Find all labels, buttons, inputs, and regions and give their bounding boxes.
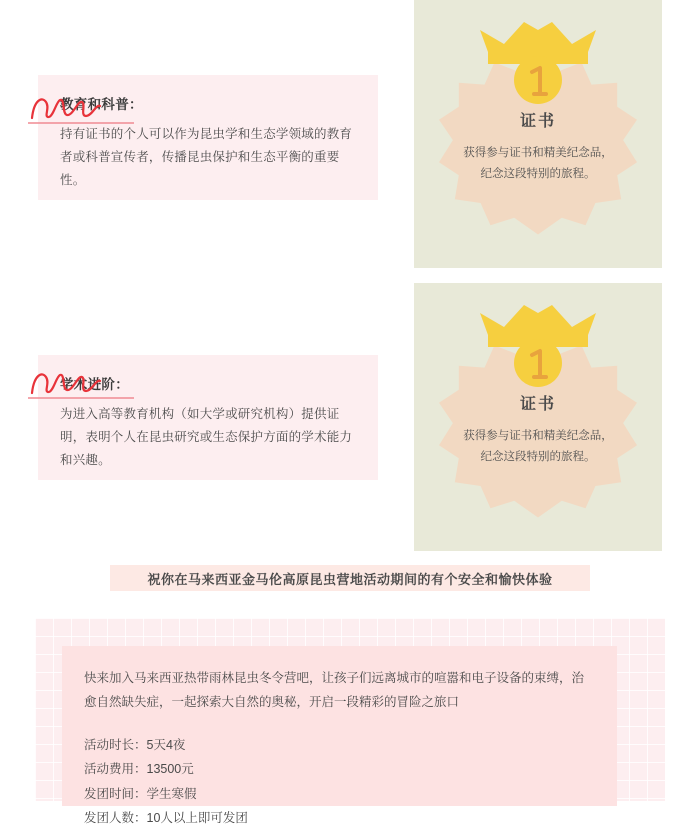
camp-detail-departure-time: 发团时间：学生寒假	[84, 786, 197, 801]
camp-info-card	[62, 646, 617, 825]
camp-detail-cost: 活动费用：13500元	[84, 762, 194, 777]
card-title: 教育和科普：	[60, 97, 143, 112]
certificate-line-1: 获得参与证书和精美纪念品，	[463, 430, 613, 442]
handwritten-signature-icon	[24, 365, 144, 399]
wish-banner	[110, 565, 590, 591]
camp-detail-group-size: 发团人数：10人以上即可发团	[84, 810, 248, 825]
grid-background-section	[35, 618, 665, 825]
camp-intro-text: 快来加入马来西亚热带雨林昆虫冬令营吧，让孩子们远离城市的喧嚣和电子设备的束缚，治愈自然缺失症，一起探索大自然的奥秘，开启一段精彩的冒险之旅口	[84, 671, 585, 710]
crown-medal-icon	[474, 301, 602, 391]
certificate-panel	[414, 0, 662, 268]
wish-banner-text: 祝你在马来西亚金马伦高原昆虫营地活动期间的有个安全和愉快体验	[147, 571, 553, 587]
crown-medal-icon	[474, 18, 602, 108]
certificate-panel	[414, 283, 662, 551]
card-body: 为进入高等教育机构（如大学或研究机构）提供证明，表明个人在昆虫研究或生态保护方面的学术能力和兴趣。	[60, 407, 353, 468]
card-body: 持有证书的个人可以作为昆虫学和生态学领域的教育者或科普宣传者，传播昆虫保护和生态平衡的重要性。	[60, 127, 353, 188]
camp-detail-duration: 活动时长：5天4夜	[84, 737, 186, 752]
content-section-education	[0, 0, 700, 275]
handwritten-signature-icon	[24, 90, 144, 124]
certificate-line-2: 纪念这段特别的旅程。	[480, 167, 596, 180]
certificate-text-block	[448, 391, 628, 467]
card-title: 学术进阶：	[60, 377, 129, 392]
certificate-heading: 证书	[519, 396, 556, 413]
certificate-line-1: 获得参与证书和精美纪念品，	[463, 147, 613, 159]
certificate-line-2: 纪念这段特别的旅程。	[480, 450, 596, 463]
content-section-academic	[0, 275, 700, 560]
certificate-heading: 证书	[519, 113, 556, 130]
certificate-text-block	[448, 108, 628, 184]
